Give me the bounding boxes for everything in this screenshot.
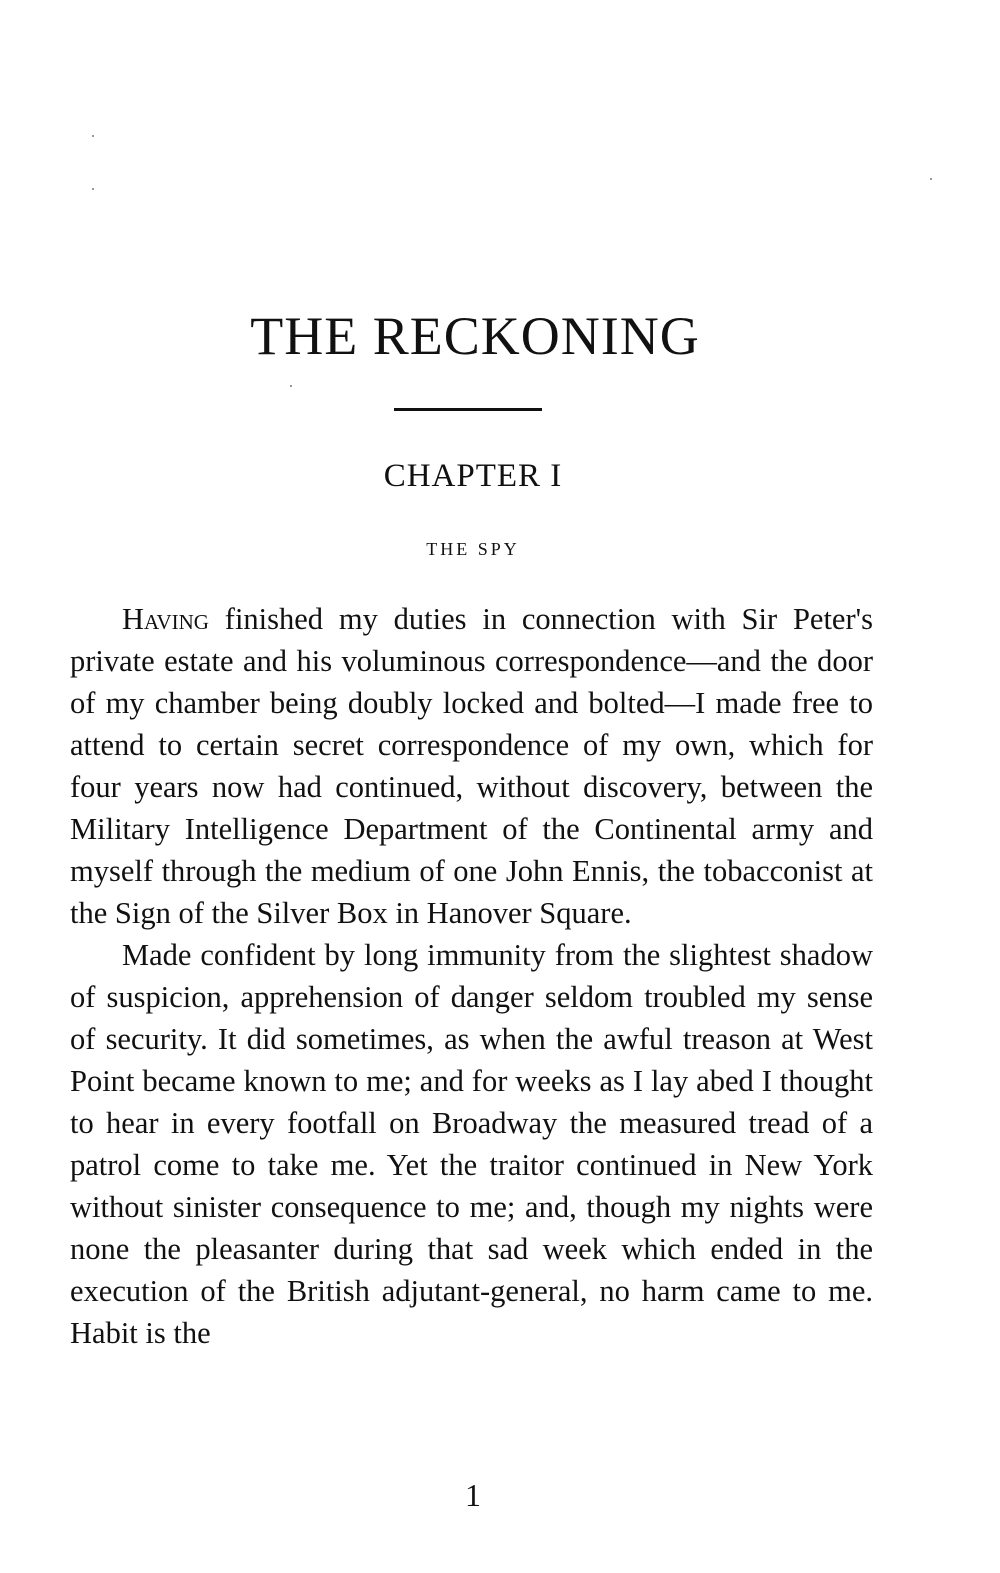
paper-speck <box>92 188 94 190</box>
paper-speck <box>92 135 94 137</box>
paper-speck <box>290 385 292 387</box>
title-divider-rule <box>394 408 542 411</box>
chapter-body <box>70 598 873 1354</box>
chapter-subtitle: THE SPY <box>426 539 520 559</box>
paper-speck <box>930 178 932 180</box>
chapter-heading: CHAPTER I <box>383 458 563 494</box>
paragraph-text: Made confident by long immunity from the slightest shadow of suspicion, apprehension of danger seldom troubled my sense of security. It did sometimes, as when the awful treason at West Point became known to me; and for weeks as I lay abed I thought to hear in every footfall on Broadway the measured tread of a patrol come to take me. Yet the traitor continued in New York without sinister consequence to me; and, though my nights were none the pleasanter during that sad week which ended in the execution of the British adjutant-general, no harm came to me. Habit is the <box>70 938 873 1350</box>
paragraph-lead-word: Having <box>122 602 209 636</box>
paragraph-2 <box>70 934 873 1354</box>
paragraph-text: finished my duties in connection with Sir Peter's private estate and his voluminous correspondence—and the door of my chamber being doubly locked and bolted—I made free to attend to certain secret correspondence of my own, which for four years now had continued, without discovery, between the Military Intelligence Department of the Continental army and myself through the medium of one John Ennis, the tobacconist at the Sign of the Silver Box in Hanover Square. <box>70 602 873 930</box>
page-number: 1 <box>465 1477 481 1513</box>
book-title: THE RECKONING <box>250 306 700 366</box>
paragraph-1 <box>70 598 873 934</box>
